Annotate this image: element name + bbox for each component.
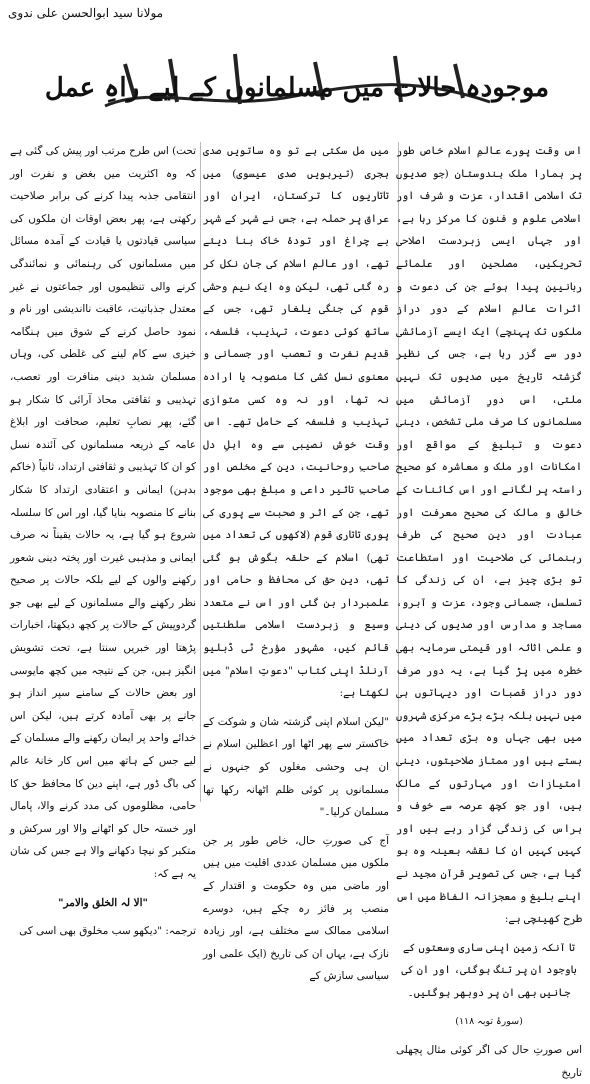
block-quote: "لیکن اسلام اپنی گزشتہ شان و شوکت کے خاکستر سے پھر اٹھا اور اعظلین اسلام نے ان ہی وحشی مغلوں کو جنہوں نے مسلمانوں پر کوئی ظلم اٹھانہ رکھا تھا مسلمان کرلیا۔"	[203, 715, 389, 819]
paragraph: ترجمہ: "دیکھو سب مخلوق بھی اسی کی	[19, 925, 196, 938]
title-calligraphy	[44, 44, 550, 124]
article-columns	[10, 140, 582, 1079]
paragraph: آج کی صورتِ حال، خاص طور پر جن ملکوں میں مسلمان عددی اقلیت میں ہیں اور ماضی میں وہ حکومت و اقتدار کے منصب پر فائز رہ چکے ہیں، دوسرے اسلامی ممالک سے مختلف ہے، اور زیادہ نازک ہے، یہاں ان کی تاریخ (ایک علمی اور سیاسی سازش کے	[203, 834, 389, 983]
author-name: مولانا سید ابوالحسن علی ندوی	[8, 6, 164, 20]
paragraph: اس صورتِ حال کی اگر کوئی مثال پچھلی تاریخ	[396, 1044, 582, 1079]
paragraph: اس وقت پورے عالمِ اسلام خاص طور پر ہمارا ملک ہندوستان (جو صدیوں تک اسلامی اقتدار، عزت و شرف اور اسلامی علوم و فنون کا مرکز رہا ہے، اور جہاں ایسی زبردست اصلاحی تحریکیں، مصلحین اور علمائے ربانیین پیدا ہوئے جن کی دعوت و اثرات عالمِ اسلام کے دور دراز ملکوں تک پہنچے) ایک ایسے آزمائشی دور سے گزر رہا ہے، جس کی نظیر گزشتہ تاریخ میں صدیوں تک نہیں ملتی، اس دورِ آزمائش میں مسلمانوں کا صرف ملی تشخص، دینی دعوت و تبلیغ کے مواقع اور امکانات اور ملک و معاشرہ کو صحیح راستہ پر لگانے اور اس کائنات کے خالق و مالک کی صحیح معرفت اور عبادت اور دین صحیح کی طرف رہنمائی کی صلاحیت اور استطاعت تو بڑی چیز ہے، ان کی زندگی کا تسلسل، جسمانی وجود، عزت و آبرو، مساجد و مدارس اور صدیوں کی دینی و علمی اثاثہ اور قیمتی سرمایہ بھی خطرہ میں پڑ گیا ہے، یہ دور صرف دور دراز قصبات اور دیہاتوں ہی میں نہیں بلکہ بڑے بڑے مرکزی شہروں میں بھی جہاں وہ بڑی تعداد میں بستے ہیں اور ممتاز صلاحیتوں، دینی امتیازات اور مہارتوں کے مالک ہیں، اور جو کچھ عرصہ سے خوف و ہراس کی زندگی گزار رہے ہیں اور کہیں کہیں ان کا نقشہ بعینہ وہ ہو گیا ہے، جس کی تصویر قرآن مجید نے اپنے بلیغ و معجزانہ الفاظ میں اس طرح کھینچی ہے:	[396, 145, 582, 926]
article-column-left	[10, 140, 196, 938]
article-column-middle	[203, 140, 389, 983]
verse-reference: (سورۂ توبہ ۱۱۸)	[455, 1015, 523, 1027]
article-column-right	[396, 140, 582, 1079]
title-banner	[44, 44, 550, 124]
quran-phrase: "الا لہ الخلق والامر"	[58, 896, 148, 909]
quran-verse: تا آنکہ زمین اپنی ساری وسعتوں کے باوجود ان پر تنگ ہوگئی، اور ان کی جانیں بھی ان پر دوبھر ہوگئیں۔	[401, 941, 577, 999]
paragraph: میں مل سکتی ہے تو وہ ساتویں صدی ہجری (تیرہویں صدی عیسوی) میں تاتاریوں کا ترکستان، ایران اور عراق پر حملہ ہے، جس نے شہر کے شہر بے چراغ اور تودۂ خاک بنا دیئے تھے، اور عالمِ اسلام کی جان نکل کر رہ گئی تھی، لیکن وہ ایک نیم وحشی قوم کی جنگی یلغار تھی، جس کے ساتھ کوئی دعوت، تہذیب، فلسفہ، قدیم نفرت و تعصب اور جسمانی و معنوی نسل کشی کا منصوبہ یا ارادہ نہ تھا، اور نہ وہ کسی متوازی تہذیب و فلسفہ کے حامل تھے۔ اس وقت خوش نصیبی سے وہ اہلِ دل صاحبِ روحانیت، دین کے مخلص اور صاحبِ تاثیر داعی و مبلغ بھی موجود تھے، جن کے اثر و صحبت سے پوری کی پوری تاتاری قوم (لاکھوں کی تعداد میں تھی) اسلام کے حلقہ بگوش ہو گئی تھی، دین حق کی محافظ و حامی اور علمبردار بن گئی اور اس نے متعدد وسیع و زبردست اسلامی سلطنتیں قائم کیں، مشہور مؤرخ ٹی ڈبلیو آرنلڈ اپنی کتاب "دعوتِ اسلام" میں لکھتا ہے:	[203, 145, 389, 700]
paragraph: تحت) اس طرح مرتب اور پیش کی گئی ہے کہ وہ اکثریت میں بغض و نفرت اور انتقامی جذبہ پیدا کرنے کی برابر صلاحیت رکھتی ہے، پھر بعض اوقات ان ملکوں کی سیاسی قیادتوں یا قیادت کے آمدہ مسائل میں مسلمانوں کی رہنمائی و نمائندگی کرنے والی تنظیموں اور جماعتوں نے غیر معتدل جذباتیت، عاقبت نااندیشی اور نام و نمود حاصل کرنے کے شوق میں ہنگامہ خیزی سے کام لینے کی غلطی کی، وہاں مسلمان شدید دینی منافرت اور تعصب، تہذیبی و ثقافتی محاذ آرائی کا شکار ہو گئے، پھر نصابِ تعلیم، صحافت اور ابلاغ عامہ کے ذریعہ مسلمانوں کی آئندہ نسل کو ان کا تہذیبی و ثقافتی ارتداد، ثانیاً (خاکم بدہن) ایمانی و اعتقادی ارتداد کا شکار بنانے کا منصوبہ بنایا گیا، اور اس کا سلسلہ شروع ہو گیا ہے، یہ حالات یقیناً نہ صرف ایمانی و مذہبی غیرت اور پختہ دینی شعور رکھنے والوں کے لیے بلکہ حالات پر صحیح نظر رکھنے والے مسلمانوں کے لیے بھی جو گردوپیش کے حالات پر کچھ دیکھتا، اخبارات پڑھتا اور خبریں سنتا ہے، تحت تشویش انگیز ہیں، جن کے نتیجہ میں کچھ مایوسی اور بعض حالات کے سامنے سپر انداز ہو جانے پر بھی آمادہ کرتے ہیں، لیکن اس خدائے واحد پر ایمان رکھنے والے مسلمان کے لیے جس کے ہاتھ میں اس کار خانۂ عالم کی باگ ڈور ہے، اپنے دین کا محافظ حق کا حامی، مظلوموں کی مدد کرنے والا، پامال اور خستہ حال کو اٹھانے والا اور سرکش و متکبر کو نیچا دکھانے والا ہے جس کی شان یہ ہے کہ:	[10, 145, 196, 880]
page-title: موجودہ حالات میں مسلمانوں کے لیے راہِ عمل	[44, 73, 550, 103]
